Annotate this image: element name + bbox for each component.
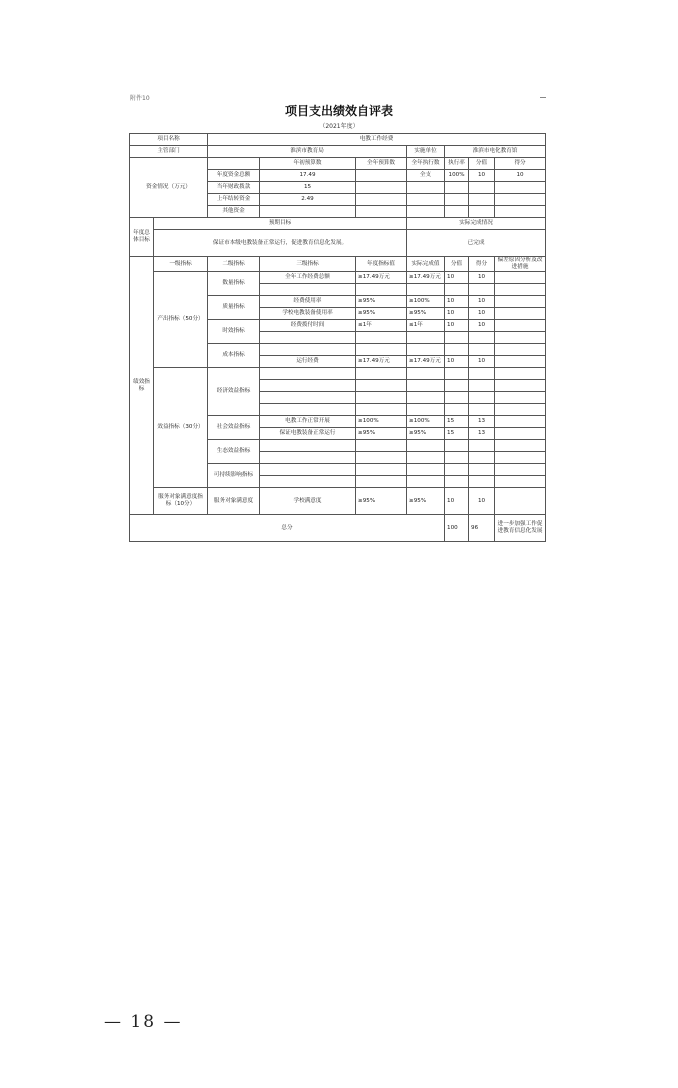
indicator-target: ≥100% (356, 416, 407, 428)
funds-header-score: 得分 (495, 158, 546, 170)
empty-cell (445, 332, 469, 344)
indicator-header-target: 年度指标值 (356, 257, 407, 272)
funds-row-exec: 全支 (407, 170, 445, 182)
empty-cell (469, 392, 495, 404)
empty-cell (469, 452, 495, 464)
funds-row-rate: 100% (445, 170, 469, 182)
empty-cell (469, 332, 495, 344)
corner-tick (540, 97, 546, 98)
indicator-actual: ≤1年 (407, 320, 445, 332)
funds-row-rate (445, 182, 469, 194)
indicator-max: 10 (445, 320, 469, 332)
funds-row-init: 15 (260, 182, 356, 194)
empty-cell (407, 392, 445, 404)
empty-cell (469, 284, 495, 296)
funds-row-name: 其他资金 (208, 206, 260, 218)
empty-cell (407, 284, 445, 296)
annual-goal-label: 年度总体目标 (130, 218, 154, 257)
empty-cell (260, 368, 356, 380)
indicator-actual: ≥17.49万元 (407, 356, 445, 368)
funds-row-full (356, 206, 407, 218)
total-note: 进一步加强工作促进教育信息化发展 (495, 515, 546, 542)
indicator-actual: ≥95% (407, 488, 445, 515)
empty-cell (495, 452, 546, 464)
funds-row-name: 年度资金总额 (208, 170, 260, 182)
empty-cell (356, 476, 407, 488)
benefit-indicator-label: 效益指标（30分） (154, 368, 208, 488)
indicator-name: 电教工作正常开展 (260, 416, 356, 428)
empty-cell (356, 332, 407, 344)
funds-row-max (469, 194, 495, 206)
empty-cell (469, 440, 495, 452)
empty-cell (260, 284, 356, 296)
cost-indicator-label: 成本指标 (208, 344, 260, 368)
indicator-name: 经费拨付时间 (260, 320, 356, 332)
empty-cell (356, 284, 407, 296)
funds-row-rate (445, 194, 469, 206)
indicator-name: 学校满意度 (260, 488, 356, 515)
economic-indicator-label: 经济效益指标 (208, 368, 260, 416)
funds-header-full: 全年预算数 (356, 158, 407, 170)
indicator-target: ≥17.49万元 (356, 356, 407, 368)
total-label: 总分 (130, 515, 445, 542)
empty-cell (495, 440, 546, 452)
indicator-actual: ≥95% (407, 308, 445, 320)
funds-row-rate (445, 206, 469, 218)
indicator-score: 10 (469, 320, 495, 332)
empty-cell (469, 404, 495, 416)
indicator-header-score: 得分 (469, 257, 495, 272)
empty-cell (260, 344, 356, 356)
output-indicator-label: 产出指标（50分） (154, 272, 208, 368)
empty-cell (260, 332, 356, 344)
empty-cell (407, 440, 445, 452)
indicator-score: 10 (469, 488, 495, 515)
impl-unit-value: 淮滨市电化教育馆 (445, 146, 546, 158)
page-title: 项目支出绩效自评表 (284, 104, 393, 118)
funds-row-score (495, 206, 546, 218)
indicator-note (495, 488, 546, 515)
indicator-header-max: 分值 (445, 257, 469, 272)
empty-cell (260, 464, 356, 476)
funds-row-name: 上年结转资金 (208, 194, 260, 206)
empty-cell (495, 380, 546, 392)
total-max: 100 (445, 515, 469, 542)
empty-cell (407, 464, 445, 476)
indicator-header-actual: 实际完成值 (407, 257, 445, 272)
indicator-note (495, 296, 546, 308)
empty-cell (469, 368, 495, 380)
funds-row-init: 2.49 (260, 194, 356, 206)
indicator-name: 保证电教装备正常运行 (260, 428, 356, 440)
satisfaction-indicator-label: 服务对象满意度指标（10分） (154, 488, 208, 515)
indicator-actual: ≥17.49万元 (407, 272, 445, 284)
indicator-name: 经费使用率 (260, 296, 356, 308)
indicator-target: ≤1年 (356, 320, 407, 332)
indicator-header-1: 一级指标 (154, 257, 208, 272)
empty-cell (260, 380, 356, 392)
empty-cell (356, 380, 407, 392)
funds-header-max: 分值 (469, 158, 495, 170)
sustainable-indicator-label: 可持续影响指标 (208, 464, 260, 488)
funds-blank-header (208, 158, 260, 170)
empty-cell (260, 476, 356, 488)
empty-cell (407, 332, 445, 344)
funds-row-max (469, 182, 495, 194)
funds-row-full (356, 170, 407, 182)
ecological-indicator-label: 生态效益指标 (208, 440, 260, 464)
indicator-actual: ≥100% (407, 296, 445, 308)
indicator-max: 10 (445, 356, 469, 368)
indicator-name: 运行经费 (260, 356, 356, 368)
indicator-score: 13 (469, 428, 495, 440)
funds-row-score: 10 (495, 170, 546, 182)
indicator-score: 10 (469, 296, 495, 308)
expected-goal-label: 预期目标 (154, 218, 407, 230)
indicator-actual: ≥100% (407, 416, 445, 428)
empty-cell (445, 452, 469, 464)
empty-cell (407, 452, 445, 464)
page-number: — 18 — (104, 1012, 183, 1032)
empty-cell (356, 440, 407, 452)
empty-cell (407, 344, 445, 356)
project-name-label: 项目名称 (130, 134, 208, 146)
satisfaction-sub-label: 服务对象满意度 (208, 488, 260, 515)
dept-label: 主管部门 (130, 146, 208, 158)
empty-cell (495, 284, 546, 296)
indicator-target: ≥95% (356, 428, 407, 440)
empty-cell (260, 392, 356, 404)
empty-cell (445, 440, 469, 452)
indicator-target: ≥17.49万元 (356, 272, 407, 284)
empty-cell (407, 404, 445, 416)
indicator-max: 15 (445, 416, 469, 428)
quantity-indicator-label: 数量指标 (208, 272, 260, 296)
empty-cell (495, 392, 546, 404)
social-indicator-label: 社会效益指标 (208, 416, 260, 440)
empty-cell (260, 452, 356, 464)
funds-row-name: 当年财政拨款 (208, 182, 260, 194)
indicator-max: 10 (445, 308, 469, 320)
empty-cell (445, 476, 469, 488)
empty-cell (356, 404, 407, 416)
empty-cell (445, 284, 469, 296)
indicator-name: 学校电教装备使用率 (260, 308, 356, 320)
indicator-max: 10 (445, 488, 469, 515)
funds-row-exec (407, 182, 445, 194)
funds-row-exec (407, 194, 445, 206)
empty-cell (356, 344, 407, 356)
indicator-header-3: 三级指标 (260, 257, 356, 272)
actual-goal-text: 已完成 (407, 230, 546, 257)
empty-cell (356, 392, 407, 404)
indicator-header-note: 偏差原因分析及改进措施 (495, 257, 546, 272)
empty-cell (445, 404, 469, 416)
empty-cell (445, 464, 469, 476)
funds-header-rate: 执行率 (445, 158, 469, 170)
funds-row-max (469, 206, 495, 218)
empty-cell (495, 332, 546, 344)
indicator-score: 10 (469, 356, 495, 368)
empty-cell (495, 368, 546, 380)
funds-row-exec (407, 206, 445, 218)
attachment-mark: 附件10 (130, 95, 150, 102)
indicator-max: 10 (445, 296, 469, 308)
empty-cell (495, 464, 546, 476)
funds-label: 资金情况（万元） (130, 158, 208, 218)
indicator-max: 15 (445, 428, 469, 440)
funds-row-score (495, 182, 546, 194)
funds-row-max: 10 (469, 170, 495, 182)
empty-cell (260, 440, 356, 452)
expected-goal-text: 保证市本级电教装备正常运行，促进教育信息化发展。 (154, 230, 407, 257)
indicator-target: ≥95% (356, 308, 407, 320)
indicator-target: ≥95% (356, 488, 407, 515)
empty-cell (495, 344, 546, 356)
indicator-max: 10 (445, 272, 469, 284)
total-score: 96 (469, 515, 495, 542)
empty-cell (356, 464, 407, 476)
funds-header-exec: 全年执行数 (407, 158, 445, 170)
indicator-note (495, 320, 546, 332)
empty-cell (407, 476, 445, 488)
funds-row-full (356, 182, 407, 194)
actual-goal-label: 实际完成情况 (407, 218, 546, 230)
funds-row-score (495, 194, 546, 206)
empty-cell (445, 392, 469, 404)
empty-cell (445, 380, 469, 392)
empty-cell (356, 452, 407, 464)
indicator-name: 全年工作经费总额 (260, 272, 356, 284)
indicator-note (495, 416, 546, 428)
indicator-score: 10 (469, 308, 495, 320)
empty-cell (495, 404, 546, 416)
empty-cell (356, 368, 407, 380)
indicator-header-2: 二级指标 (208, 257, 260, 272)
performance-table (129, 133, 546, 542)
funds-row-init: 17.49 (260, 170, 356, 182)
indicator-score: 10 (469, 272, 495, 284)
indicator-note (495, 356, 546, 368)
empty-cell (469, 464, 495, 476)
indicator-note (495, 308, 546, 320)
indicator-note (495, 272, 546, 284)
empty-cell (445, 344, 469, 356)
dept-value: 淮滨市教育局 (208, 146, 407, 158)
indicator-score: 13 (469, 416, 495, 428)
project-name-value: 电教工作经费 (208, 134, 546, 146)
empty-cell (407, 368, 445, 380)
indicator-note (495, 428, 546, 440)
empty-cell (469, 344, 495, 356)
empty-cell (445, 368, 469, 380)
empty-cell (407, 380, 445, 392)
quality-indicator-label: 质量指标 (208, 296, 260, 320)
timeliness-indicator-label: 时效指标 (208, 320, 260, 344)
empty-cell (260, 404, 356, 416)
empty-cell (495, 476, 546, 488)
page-subtitle: （2021年度） (319, 123, 359, 130)
indicator-target: ≥95% (356, 296, 407, 308)
funds-row-init (260, 206, 356, 218)
indicator-actual: ≥95% (407, 428, 445, 440)
funds-header-init: 年初预算数 (260, 158, 356, 170)
funds-row-full (356, 194, 407, 206)
empty-cell (469, 476, 495, 488)
indicator-section-label: 绩效指标 (130, 257, 154, 515)
impl-unit-label: 实施单位 (407, 146, 445, 158)
empty-cell (469, 380, 495, 392)
